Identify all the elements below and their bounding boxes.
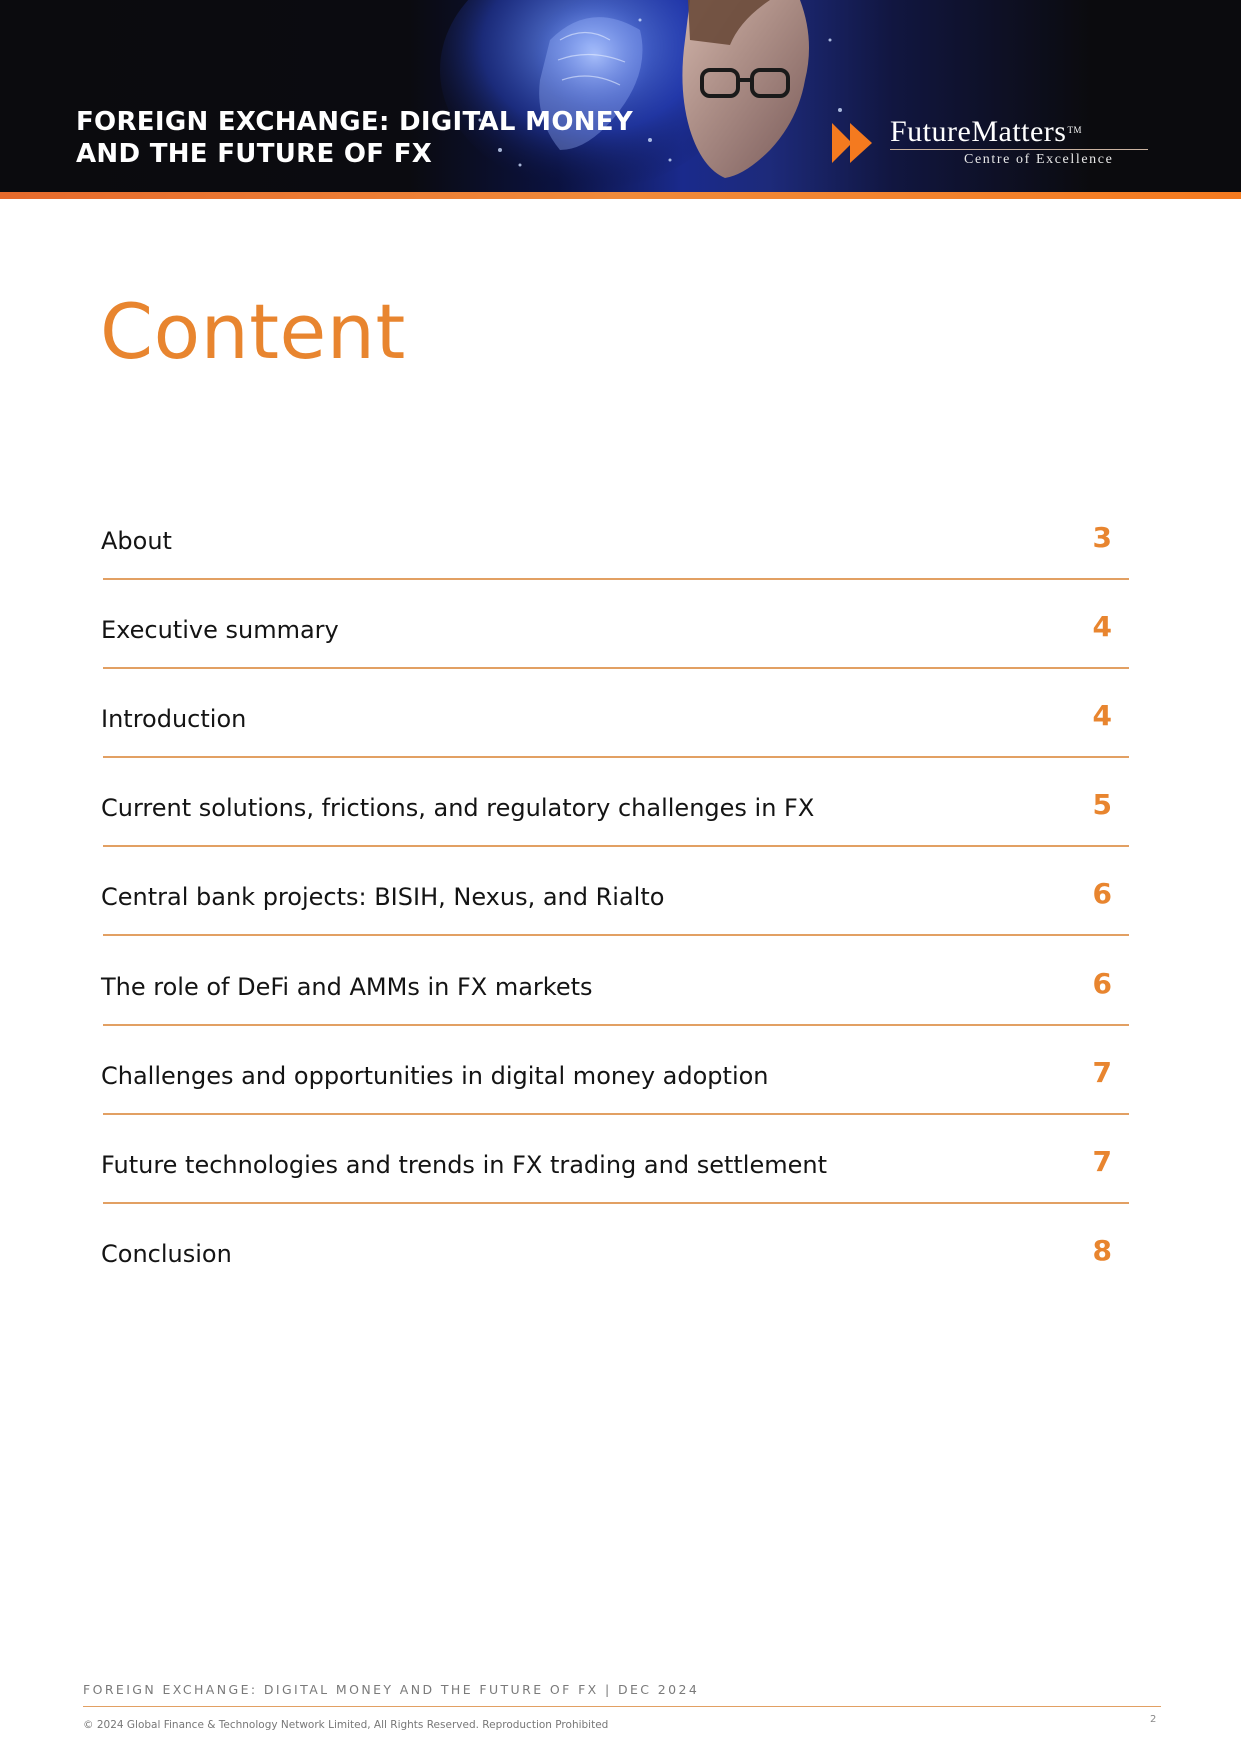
footer-copyright: © 2024 Global Finance & Technology Network Limited, All Rights Reserved. Reproduction Prohibited <box>83 1719 609 1731</box>
toc-item-label: Central bank projects: BISIH, Nexus, and Rialto <box>101 883 665 911</box>
toc-item-label: About <box>101 527 172 555</box>
toc-item-page-number: 5 <box>1092 788 1112 821</box>
toc-item-page-number: 4 <box>1092 699 1112 732</box>
toc-divider <box>103 1024 1129 1026</box>
logo-divider <box>890 149 1148 150</box>
report-title <box>76 106 676 170</box>
logo-name <box>890 116 1082 148</box>
toc-item-page-number: 4 <box>1092 610 1112 643</box>
footer-document-title: FOREIGN EXCHANGE: DIGITAL MONEY AND THE FUTURE OF FX | DEC 2024 <box>83 1682 700 1697</box>
header-banner <box>0 0 1241 192</box>
toc-divider <box>103 1113 1129 1115</box>
double-chevron-right-icon <box>832 121 876 165</box>
toc-divider <box>103 1202 1129 1204</box>
toc-divider <box>103 934 1129 936</box>
header-accent-stripe <box>0 192 1241 199</box>
toc-divider <box>103 845 1129 847</box>
toc-item-label: Introduction <box>101 705 247 733</box>
toc-divider <box>103 756 1129 758</box>
toc-item-page-number: 7 <box>1092 1145 1112 1178</box>
toc-item-label: Executive summary <box>101 616 339 644</box>
toc-item-future-technologies[interactable] <box>100 1145 1130 1240</box>
futurematters-logo <box>832 116 1162 172</box>
toc-item-page-number: 6 <box>1092 877 1112 910</box>
toc-divider <box>103 667 1129 669</box>
toc-item-page-number: 3 <box>1092 521 1112 554</box>
toc-item-conclusion[interactable] <box>100 1234 1130 1329</box>
page-title: Content <box>100 287 406 376</box>
toc-item-label: Future technologies and trends in FX trading and settlement <box>101 1151 827 1179</box>
toc-item-label: Conclusion <box>101 1240 232 1268</box>
toc-divider <box>103 578 1129 580</box>
toc-item-about[interactable] <box>100 521 1130 616</box>
toc-item-label: Current solutions, frictions, and regulatory challenges in FX <box>101 794 815 822</box>
toc-item-current-solutions[interactable] <box>100 788 1130 883</box>
footer-divider <box>83 1706 1161 1707</box>
toc-item-central-bank-projects[interactable] <box>100 877 1130 972</box>
toc-item-page-number: 7 <box>1092 1056 1112 1089</box>
toc-item-label: Challenges and opportunities in digital money adoption <box>101 1062 769 1090</box>
logo-subtitle: Centre of Excellence <box>964 152 1114 167</box>
toc-item-page-number: 6 <box>1092 967 1112 1000</box>
footer-page-number: 2 <box>1150 1714 1157 1725</box>
logo-trademark: TM <box>1067 125 1082 135</box>
toc-item-defi-amms[interactable] <box>100 967 1130 1062</box>
logo-name-text: FutureMatters <box>890 115 1067 148</box>
report-title-line-1: FOREIGN EXCHANGE: DIGITAL MONEY <box>76 107 633 137</box>
toc-item-page-number: 8 <box>1092 1234 1112 1267</box>
toc-item-executive-summary[interactable] <box>100 610 1130 705</box>
toc-item-challenges-opportunities[interactable] <box>100 1056 1130 1151</box>
toc-item-label: The role of DeFi and AMMs in FX markets <box>101 973 593 1001</box>
report-title-line-2: AND THE FUTURE OF FX <box>76 139 433 169</box>
toc-item-introduction[interactable] <box>100 699 1130 794</box>
